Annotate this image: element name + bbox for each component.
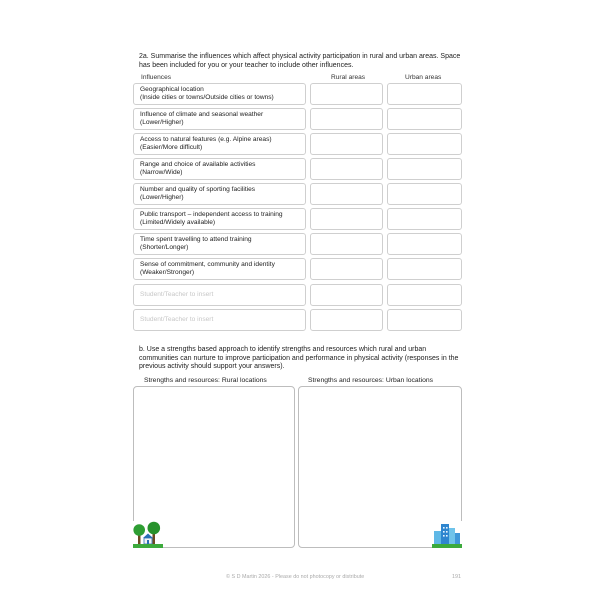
influence-label: Geographical location [140, 85, 204, 93]
influence-options: (Easier/More difficult) [140, 143, 203, 151]
influence-cell [133, 258, 306, 280]
urban-answer-cell[interactable] [387, 284, 462, 306]
custom-influence-input[interactable]: Student/Teacher to insert [133, 284, 306, 306]
rural-answer-cell[interactable] [310, 158, 383, 180]
urban-strengths-heading: Strengths and resources: Urban locations [308, 377, 434, 384]
urban-answer-cell[interactable] [387, 108, 462, 130]
influence-cell [133, 108, 306, 130]
influence-label: Time spent travelling to attend training [140, 235, 252, 243]
custom-influence-input[interactable]: Student/Teacher to insert [133, 309, 306, 331]
urban-answer-cell[interactable] [387, 208, 462, 230]
question-b-prompt: b. Use a strengths based approach to identify strengths and resources which rural and urban communities can nurture to improve participation and performance in physical activity (responses in the previous activity should support your answers). [139, 346, 459, 371]
rural-answer-cell[interactable] [310, 284, 383, 306]
influence-options: (Shorter/Longer) [140, 243, 189, 251]
rural-answer-cell[interactable] [310, 309, 383, 331]
influence-label: Access to natural features (e.g. Alpine areas) [140, 135, 272, 143]
influence-options: (Lower/Higher) [140, 193, 184, 201]
trees-house-icon [133, 521, 163, 548]
influence-cell [133, 208, 306, 230]
influence-cell [133, 233, 306, 255]
influences-column-header: Influences [141, 74, 172, 81]
influence-options: (Weaker/Stronger) [140, 268, 195, 276]
question-2a-prompt: 2a. Summarise the influences which affect physical activity participation in rural and urban areas. Space has been included for you or your teacher to include other influences. [139, 53, 461, 69]
footer-copyright: © S D Martin 2026 - Please do not photocopy or distribute [226, 574, 365, 580]
rural-answer-cell[interactable] [310, 83, 383, 105]
rural-answer-cell[interactable] [310, 258, 383, 280]
urban-answer-cell[interactable] [387, 258, 462, 280]
influence-label: Influence of climate and seasonal weather [140, 110, 264, 118]
influence-cell [133, 133, 306, 155]
influence-options: (Lower/Higher) [140, 118, 184, 126]
city-buildings-icon [432, 521, 462, 548]
influence-cell [133, 183, 306, 205]
rural-areas-column-header: Rural areas [331, 74, 366, 81]
rural-answer-cell[interactable] [310, 208, 383, 230]
influence-label: Public transport – independent access to training [140, 210, 283, 218]
rural-answer-cell[interactable] [310, 108, 383, 130]
urban-answer-cell[interactable] [387, 183, 462, 205]
influence-options: (Limited/Widely available) [140, 218, 216, 226]
influence-cell [133, 83, 306, 105]
influence-label: Number and quality of sporting facilities [140, 185, 256, 193]
rural-answer-cell[interactable] [310, 233, 383, 255]
rural-strengths-heading: Strengths and resources: Rural locations [144, 377, 267, 384]
urban-answer-cell[interactable] [387, 233, 462, 255]
influence-options: (Inside cities or towns/Outside cities or towns) [140, 93, 274, 101]
influence-label: Sense of commitment, community and identity [140, 260, 275, 268]
urban-answer-cell[interactable] [387, 83, 462, 105]
rural-answer-cell[interactable] [310, 183, 383, 205]
influence-options: (Narrow/Wide) [140, 168, 183, 176]
rural-answer-cell[interactable] [310, 133, 383, 155]
urban-answer-cell[interactable] [387, 309, 462, 331]
urban-areas-column-header: Urban areas [405, 74, 442, 81]
urban-answer-cell[interactable] [387, 158, 462, 180]
urban-answer-cell[interactable] [387, 133, 462, 155]
influence-cell [133, 158, 306, 180]
influence-label: Range and choice of available activities [140, 160, 256, 168]
page-number: 191 [452, 574, 461, 580]
